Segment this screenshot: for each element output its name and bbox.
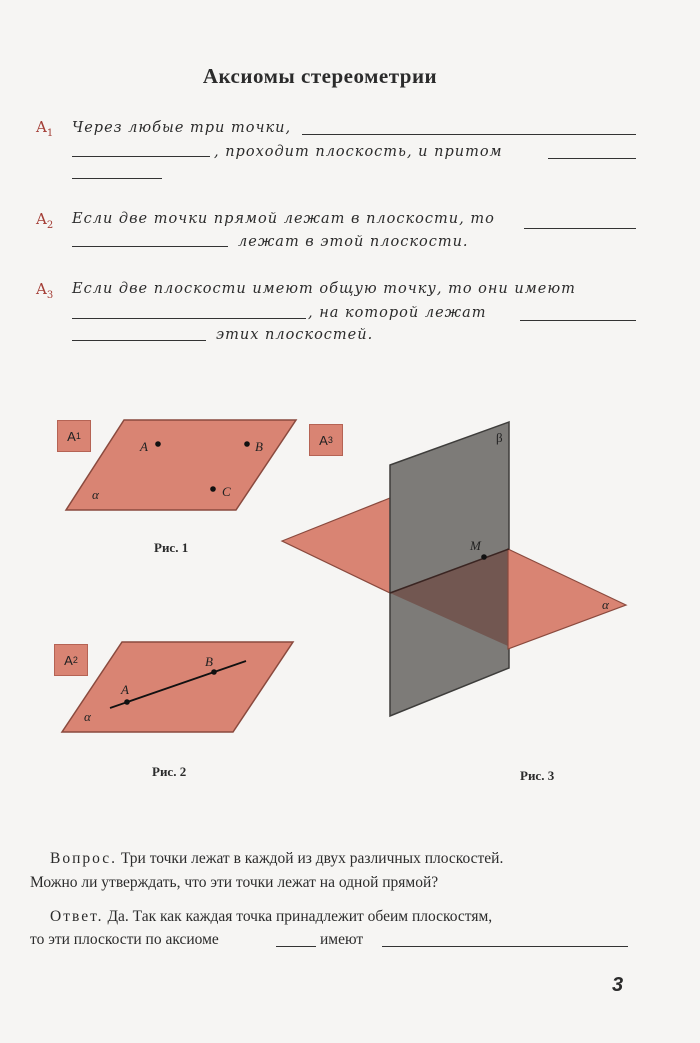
question-text-2: Можно ли утверждать, что эти точки лежат на одной прямой? [30,874,439,891]
fig3-tag-sub: 3 [327,435,333,445]
fig1-label-b: B [255,439,263,454]
question-line-1 [50,850,503,868]
fig2-tag-sub: 2 [72,655,78,665]
fig1-point-a [155,441,161,447]
question-label: Вопрос. [50,850,118,867]
fig1-label-alpha: α [92,487,99,502]
fig1-plane-alpha [66,420,296,510]
axiom-2-line-1: Если две точки прямой лежат в плоскости, то [72,211,495,227]
fig1-tag-letter: A [67,428,76,444]
answer-text-1: Да. Так как каждая точка принадлежит обеим плоскостям, [107,908,493,925]
fig2-label-a: A [121,682,129,697]
page-title: Аксиомы стереометрии [202,64,438,88]
fig3-label-alpha: α [602,597,609,612]
axiom-3-tag-sub: 3 [46,290,54,301]
answer-line-1 [50,908,492,926]
fig1-point-b [244,441,250,447]
axiom-3-line-2: , на которой лежат [308,305,487,321]
answer-text-2a: то эти плоскости по аксиоме [30,931,219,948]
fig2-label-alpha: α [84,709,91,724]
fig2-point-b [211,669,217,675]
question-text-1: Три точки лежат в каждой из двух различных плоскостей. [120,850,504,867]
fig1-label-a: A [140,439,148,454]
answer-text-2b: имеют [320,931,364,948]
fig1-caption: Рис. 1 [154,540,189,555]
fig2-tag-letter: A [64,652,73,668]
fig2-plane-alpha [62,642,293,732]
fig3-point-m [481,554,487,560]
axiom-3-tag-letter: A [36,280,47,298]
answer-label: Ответ. [50,908,104,925]
fig3-label-m: M [470,538,481,553]
axiom-1-tag-letter: A [36,118,47,136]
fig1-point-c [210,486,216,492]
axiom-3-line-3: этих плоскостей. [216,327,374,343]
fig1-label-c: C [222,484,231,499]
axiom-1-line-1: Через любые три точки, [72,120,292,136]
axiom-2-tag-letter: A [36,210,47,228]
page-number: 3 [612,974,624,996]
fig2-label-b: B [205,654,213,669]
answer-blank-result[interactable] [382,946,628,947]
fig3-label-beta: β [496,430,503,445]
axiom-1-tag-sub: 1 [46,128,54,139]
axiom-2-tag-sub: 2 [46,220,54,231]
answer-blank-axiom[interactable] [276,946,316,947]
axiom-3-line-1: Если две плоскости имеют общую точку, то они имеют [72,281,576,297]
axiom-1-line-2: , проходит плоскость, и притом [214,144,503,160]
fig2-point-a [124,699,130,705]
fig2-caption: Рис. 2 [152,764,187,779]
fig3-tag-letter: A [319,432,328,448]
fig1-tag-sub: 1 [75,431,81,441]
axiom-2-line-2: лежат в этой плоскости. [238,234,469,250]
fig3-caption: Рис. 3 [520,768,555,783]
